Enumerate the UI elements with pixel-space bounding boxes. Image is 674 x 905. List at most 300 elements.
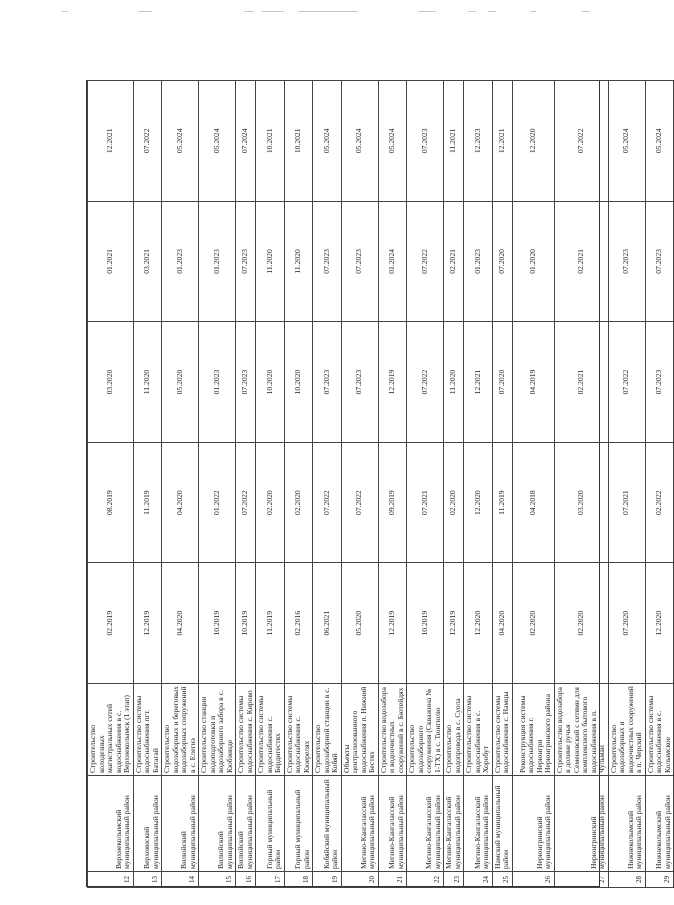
date-cell-d3 (464, 322, 493, 443)
table-row (512, 81, 554, 888)
table-row (313, 81, 342, 888)
table-row (407, 81, 444, 888)
d3-text: 12.2019 (387, 369, 396, 395)
date-cell-d1 (554, 563, 608, 684)
d5-text: 10.2021 (264, 128, 274, 154)
date-cell-d1 (236, 563, 256, 684)
d1-text: 02.2019 (105, 610, 114, 636)
date-cell-d3 (236, 322, 256, 443)
date-cell-d5 (341, 81, 378, 202)
d5-text: 07.2023 (419, 128, 429, 154)
d4-text: 11.2020 (264, 249, 274, 274)
d1-text: 10.2019 (211, 610, 221, 636)
date-cell-d2 (464, 442, 493, 563)
d4-text: 01.2023 (211, 249, 221, 274)
num-text: 18 (302, 876, 311, 883)
d5-text: 05.2024 (211, 128, 221, 154)
num-text: 21 (396, 876, 405, 883)
d2-text: 03.2020 (575, 490, 585, 515)
d2-text: 02.2020 (448, 490, 458, 515)
d5-text: 05.2024 (321, 128, 331, 154)
d3-text: 03.2020 (105, 369, 114, 395)
d3-text: 07.2022 (621, 369, 631, 395)
date-cell-d5 (512, 81, 554, 202)
d2-text: 08.2019 (105, 490, 114, 515)
d5-text: 05.2024 (174, 128, 184, 154)
object-text: Строительство водозаборных и водоочистных сооружений в п. Черский (608, 686, 643, 773)
date-cell-d3 (313, 322, 342, 443)
row-number-cell (492, 872, 512, 888)
date-cell-d3 (512, 322, 554, 443)
district-text: Мегино-Кангаласский муниципальный район (387, 795, 405, 869)
date-cell-d4 (464, 201, 493, 322)
d3-text: 04.2019 (527, 369, 537, 395)
object-cell (341, 684, 378, 776)
date-cell-d3 (407, 322, 444, 443)
object-text: Реконструкция системы водоснабжения г. Нерюнгри Нерюнгринского района (517, 694, 552, 773)
row-number-cell (199, 872, 236, 888)
date-cell-d4 (284, 201, 313, 322)
district-cell (162, 776, 199, 872)
date-cell-d3 (256, 322, 285, 443)
row-number-cell (256, 872, 285, 888)
num-text: 24 (481, 876, 490, 883)
date-cell-d3 (88, 322, 134, 443)
d4-text: 07.2023 (240, 249, 250, 274)
date-cell-d1 (284, 563, 313, 684)
object-text: Строительство системы водоснабжения с. Кирово (236, 690, 254, 773)
d4-text: 02.2021 (575, 249, 585, 274)
object-text: Строительство системы водоснабжения с. Бердигестях (256, 695, 282, 773)
d4-text: 07.2023 (321, 249, 331, 274)
object-text: Строительство системы водоснабжения с. Намцы (492, 691, 510, 773)
table-row (444, 81, 464, 888)
d1-text: 06.2021 (321, 610, 331, 636)
date-cell-d3 (162, 322, 199, 443)
row-number-cell (284, 872, 313, 888)
object-cell (313, 684, 342, 776)
d3-text: 07.2023 (654, 369, 663, 395)
date-cell-d4 (444, 201, 464, 322)
date-cell-d2 (341, 442, 378, 563)
date-cell-d3 (608, 322, 645, 443)
date-cell-d4 (378, 201, 407, 322)
d4-text: 01.2024 (387, 249, 396, 274)
d2-text: 04.2018 (527, 490, 537, 515)
date-cell-d1 (256, 563, 285, 684)
d1-text: 05.2020 (354, 610, 364, 636)
district-text: Кобяйский муниципальный район (321, 779, 339, 869)
row-number-cell (162, 872, 199, 888)
d3-text: 01.2023 (211, 369, 221, 395)
district-cell (464, 776, 493, 872)
num-text: 13 (151, 876, 160, 883)
date-cell-d1 (464, 563, 493, 684)
table-row (162, 81, 199, 888)
num-text: 27 (597, 876, 606, 883)
d5-text: 07.2022 (575, 128, 585, 154)
d5-text: 12.2023 (472, 128, 482, 154)
d3-text: 07.2023 (240, 369, 250, 395)
date-cell-d4 (199, 201, 236, 322)
district-cell (407, 776, 444, 872)
d1-text: 02.2020 (527, 610, 537, 636)
date-cell-d5 (88, 81, 134, 202)
d1-text: 12.2019 (448, 610, 458, 636)
d5-text: 12.2021 (496, 128, 506, 154)
construction-schedule-table (87, 80, 674, 888)
d2-text: 02.2022 (654, 490, 663, 515)
d1-text: 11.2019 (264, 611, 274, 636)
num-text: 15 (225, 876, 234, 883)
date-cell-d2 (284, 442, 313, 563)
d3-text: 10.2020 (264, 369, 274, 395)
date-cell-d3 (492, 322, 512, 443)
d2-text: 02.2020 (264, 490, 274, 515)
district-cell (341, 776, 378, 872)
date-cell-d4 (645, 201, 674, 322)
district-text: Вилюйский муниципальный район (236, 795, 254, 869)
date-cell-d5 (608, 81, 645, 202)
district-cell (492, 776, 512, 872)
district-cell (199, 776, 236, 872)
d2-text: 11.2019 (142, 490, 151, 515)
row-number-cell (313, 872, 342, 888)
district-cell (284, 776, 313, 872)
num-text: 16 (245, 876, 254, 883)
date-cell-d5 (407, 81, 444, 202)
date-cell-d5 (313, 81, 342, 202)
date-cell-d3 (284, 322, 313, 443)
object-text: Строительство колодезных магистральных сетей водоснабжения в с. Верхнеколымск (1 этап) (88, 695, 131, 773)
num-text: 20 (367, 876, 376, 883)
num-text: 29 (663, 876, 672, 883)
object-text: Строительство водозабора и водоочистных сооружений в с. Бютейдях (378, 687, 405, 773)
object-cell (256, 684, 285, 776)
num-text: 25 (501, 876, 510, 883)
num-text: 17 (273, 876, 282, 883)
date-cell-d3 (133, 322, 162, 443)
d2-text: 07.2021 (621, 490, 631, 515)
document-page (86, 80, 672, 887)
date-cell-d1 (512, 563, 554, 684)
d2-text: 02.2020 (293, 490, 302, 515)
scan-artifacts (0, 0, 640, 20)
d5-text: 11.2021 (448, 128, 458, 154)
object-cell (492, 684, 512, 776)
object-cell (464, 684, 493, 776)
table-row (236, 81, 256, 888)
d1-text: 12.2019 (387, 610, 396, 636)
object-cell (88, 684, 134, 776)
date-cell-d5 (236, 81, 256, 202)
row-number-cell (341, 872, 378, 888)
num-text: 14 (188, 876, 197, 883)
d3-text: 07.2022 (419, 369, 429, 395)
object-text: Строительство системы водоснабжения с. Кюерелях (284, 695, 311, 773)
district-cell (133, 776, 162, 872)
district-text: Мегино-Кангаласский муниципальный район (358, 795, 376, 869)
d1-text: 04.2020 (496, 610, 506, 636)
date-cell-d4 (313, 201, 342, 322)
object-text: Строительство системы водоснабжения в с. Хоробут (464, 695, 490, 773)
table-row (645, 81, 674, 888)
object-text: Строительство водозабора в долине ручья Семеновский с сетями для комплексного бытового водоснабжения в п. Чульман (554, 687, 606, 773)
district-cell (512, 776, 554, 872)
d1-text: 02.2020 (575, 610, 585, 636)
d4-text: 11.2020 (293, 249, 302, 274)
date-cell-d2 (407, 442, 444, 563)
district-cell (554, 776, 608, 872)
object-cell (407, 684, 444, 776)
district-text: Вилюйский муниципальный район (216, 795, 234, 869)
date-cell-d1 (162, 563, 199, 684)
d5-text: 07.2024 (240, 128, 250, 154)
date-cell-d5 (133, 81, 162, 202)
d5-text: 05.2024 (654, 128, 663, 154)
table-row (492, 81, 512, 888)
date-cell-d2 (608, 442, 645, 563)
d3-text: 07.2023 (321, 369, 331, 395)
d2-text: 01.2022 (211, 490, 221, 515)
district-cell (313, 776, 342, 872)
d1-text: 12.2020 (654, 610, 663, 636)
district-cell (378, 776, 407, 872)
date-cell-d1 (492, 563, 512, 684)
object-text: Объекты централизованного водоснабжения п. Нижний Бестях (341, 686, 376, 773)
table-row (608, 81, 645, 888)
district-cell (88, 776, 134, 872)
date-cell-d1 (313, 563, 342, 684)
object-cell (512, 684, 554, 776)
date-cell-d4 (88, 201, 134, 322)
d4-text: 01.2021 (105, 249, 114, 274)
d4-text: 07.2023 (621, 249, 631, 274)
num-text: 22 (433, 876, 442, 883)
d4-text: 03.2021 (142, 249, 151, 274)
date-cell-d1 (645, 563, 674, 684)
table-row (133, 81, 162, 888)
table-row (341, 81, 378, 888)
row-number-cell (464, 872, 493, 888)
date-cell-d3 (199, 322, 236, 443)
date-cell-d2 (236, 442, 256, 563)
date-cell-d4 (492, 201, 512, 322)
object-cell (199, 684, 236, 776)
d3-text: 10.2020 (293, 369, 302, 395)
row-number-cell (608, 872, 645, 888)
d1-text: 02.2016 (293, 610, 302, 636)
date-cell-d3 (444, 322, 464, 443)
district-text: Нерюнгринский муниципальный район (588, 795, 606, 869)
date-cell-d2 (378, 442, 407, 563)
district-cell (256, 776, 285, 872)
rotated-table-wrapper (87, 81, 672, 888)
table-row (256, 81, 285, 888)
date-cell-d3 (645, 322, 674, 443)
object-text: Строительство водозаборной станции в с. Кобяй (313, 687, 339, 773)
district-text: Намский муниципальный район (492, 785, 510, 869)
date-cell-d4 (133, 201, 162, 322)
date-cell-d1 (378, 563, 407, 684)
d2-text: 07.2022 (321, 490, 331, 515)
date-cell-d4 (256, 201, 285, 322)
d3-text: 11.2020 (142, 369, 151, 395)
date-cell-d2 (88, 442, 134, 563)
date-cell-d2 (256, 442, 285, 563)
object-text: Строительство системы водоснабжения пгт. Батагай (133, 695, 160, 773)
d3-text: 11.2020 (448, 369, 458, 395)
row-number-cell (444, 872, 464, 888)
date-cell-d2 (199, 442, 236, 563)
d2-text: 07.2021 (419, 490, 429, 515)
district-text: Нерюнгринский муниципальный район (534, 795, 552, 869)
date-cell-d2 (162, 442, 199, 563)
date-cell-d3 (341, 322, 378, 443)
object-cell (133, 684, 162, 776)
row-number-cell (378, 872, 407, 888)
date-cell-d5 (444, 81, 464, 202)
district-text: Верхоянский муниципальный район (142, 795, 160, 869)
date-cell-d5 (199, 81, 236, 202)
d4-text: 07.2023 (354, 249, 364, 274)
date-cell-d2 (554, 442, 608, 563)
d4-text: 07.2020 (496, 249, 506, 274)
table-row (88, 81, 134, 888)
object-text: Строительство станции водоподготовки и водозаборного забора в с. Кюбэинде (199, 690, 234, 773)
date-cell-d1 (133, 563, 162, 684)
date-cell-d2 (512, 442, 554, 563)
d2-text: 09.2019 (387, 490, 396, 515)
district-text: Мегино-Кангаласский муниципальный район (424, 795, 442, 869)
row-number-cell (133, 872, 162, 888)
d4-text: 07.2023 (654, 249, 663, 274)
d2-text: 11.2019 (496, 490, 506, 515)
date-cell-d5 (492, 81, 512, 202)
d1-text: 12.2020 (472, 610, 482, 636)
date-cell-d3 (554, 322, 608, 443)
d2-text: 07.2022 (240, 490, 250, 515)
date-cell-d1 (199, 563, 236, 684)
object-cell (162, 684, 199, 776)
d5-text: 05.2024 (621, 128, 631, 154)
table-row (199, 81, 236, 888)
num-text: 12 (122, 876, 131, 883)
object-text: Строительство водозаборных и береговых водозаборных сооружений в с. Елегиэ (162, 686, 197, 773)
date-cell-d1 (88, 563, 134, 684)
d5-text: 12.2020 (527, 128, 537, 154)
d5-text: 12.2021 (105, 128, 114, 154)
district-cell (236, 776, 256, 872)
d4-text: 07.2022 (419, 249, 429, 274)
date-cell-d2 (645, 442, 674, 563)
date-cell-d2 (313, 442, 342, 563)
date-cell-d5 (554, 81, 608, 202)
object-cell (444, 684, 464, 776)
district-text: Верхнеколымский муниципальный район (113, 795, 131, 869)
d4-text: 02.2021 (448, 249, 458, 274)
row-number-cell (236, 872, 256, 888)
d3-text: 05.2020 (174, 369, 184, 395)
table-row (464, 81, 493, 888)
object-cell (608, 684, 645, 776)
num-text: 23 (453, 876, 462, 883)
date-cell-d4 (512, 201, 554, 322)
district-text: Горный муниципальный район (264, 789, 282, 869)
d5-text: 10.2021 (293, 128, 302, 154)
district-text: Нижнеколымский муниципальный район (625, 795, 643, 869)
district-text: Горный муниципальный район (293, 789, 311, 869)
date-cell-d5 (162, 81, 199, 202)
d5-text: 05.2024 (387, 128, 396, 154)
d1-text: 10.2019 (419, 610, 429, 636)
date-cell-d4 (554, 201, 608, 322)
date-cell-d4 (162, 201, 199, 322)
object-cell (236, 684, 256, 776)
date-cell-d5 (645, 81, 674, 202)
d4-text: 01.2023 (174, 249, 184, 274)
date-cell-d1 (444, 563, 464, 684)
table-row (554, 81, 608, 888)
object-text: Строительство системы водоснабжения в с. Колымское (645, 695, 672, 773)
d2-text: 12.2020 (472, 490, 482, 515)
district-text: Мегино-Кангаласский муниципальный район (472, 795, 490, 869)
d3-text: 07.2023 (354, 369, 364, 395)
num-text: 28 (634, 876, 643, 883)
d1-text: 04.2020 (174, 610, 184, 636)
date-cell-d5 (256, 81, 285, 202)
d2-text: 07.2022 (354, 490, 364, 515)
date-cell-d5 (378, 81, 407, 202)
row-number-cell (554, 872, 608, 888)
row-number-cell (407, 872, 444, 888)
date-cell-d4 (608, 201, 645, 322)
d4-text: 01.2020 (527, 249, 537, 274)
date-cell-d4 (341, 201, 378, 322)
d3-text: 12.2021 (472, 369, 482, 395)
d3-text: 07.2020 (496, 369, 506, 395)
object-cell (554, 684, 608, 776)
district-text: Нижнеколымский муниципальный район (654, 795, 672, 869)
date-cell-d2 (444, 442, 464, 563)
d1-text: 07.2020 (621, 610, 631, 636)
district-cell (645, 776, 674, 872)
d5-text: 05.2024 (354, 128, 364, 154)
date-cell-d3 (378, 322, 407, 443)
row-number-cell (645, 872, 674, 888)
date-cell-d1 (608, 563, 645, 684)
d2-text: 04.2020 (174, 490, 184, 515)
object-text: Строительство водозаборного сооружения (Скважина № 1-ТХ) в с. Тюнгюлю (407, 688, 442, 773)
object-cell (284, 684, 313, 776)
district-text: Мегино-Кангаласский муниципальный район (444, 795, 462, 869)
date-cell-d1 (407, 563, 444, 684)
d5-text: 07.2022 (142, 128, 151, 154)
d4-text: 01.2023 (472, 249, 482, 274)
table-row (284, 81, 313, 888)
district-cell (444, 776, 464, 872)
date-cell-d4 (236, 201, 256, 322)
row-number-cell (512, 872, 554, 888)
object-cell (645, 684, 674, 776)
num-text: 19 (330, 876, 339, 883)
district-cell (608, 776, 645, 872)
table-row (378, 81, 407, 888)
d1-text: 10.2019 (240, 610, 250, 636)
date-cell-d2 (492, 442, 512, 563)
d3-text: 02.2021 (575, 369, 585, 395)
row-number-cell (88, 872, 134, 888)
